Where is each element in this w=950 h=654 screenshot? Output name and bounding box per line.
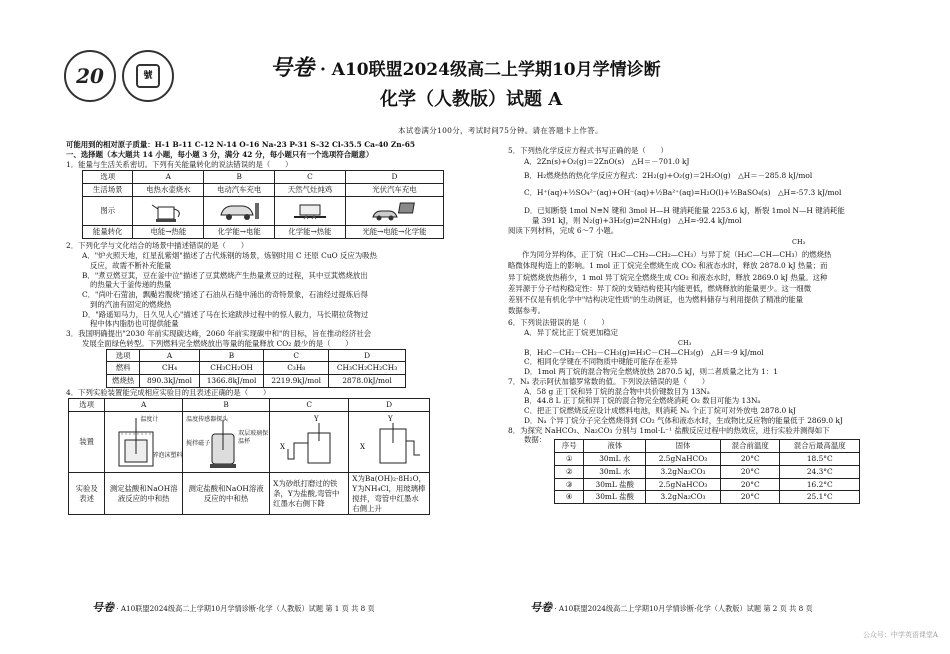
table-cell: 化学能→电能: [204, 226, 275, 239]
question-3-cont: 发展全面绿色转型。下列燃料完全燃烧放出等量的能量释放 CO₂ 最少的是（ ）: [82, 338, 353, 348]
table-cell: 图示: [83, 197, 133, 226]
question-8: 8．为探究 NaHCO₃、Na₂CO₃ 分别与 1mol·L⁻¹ 盐酸反应过程中的热效应，进行实验并测得如下: [508, 425, 830, 435]
table-cell: 电动汽车充电: [204, 184, 275, 197]
table-cell: 电能→热能: [133, 226, 204, 239]
q2-option: 程中体内脂肪也可提供能量: [90, 319, 179, 329]
table-cell: A: [105, 398, 183, 411]
subject-title: 化学（人教版）试题 A: [380, 89, 563, 110]
table-cell: ①: [555, 452, 584, 465]
table-cell: 30mL 水: [584, 465, 645, 478]
svg-text:X: X: [360, 442, 366, 451]
table-cell: 测定盐酸和NaOH溶液反应的中和热: [105, 473, 183, 515]
exam-title: 号卷 · A10联盟2024级高二上学期10月学情诊断: [270, 55, 661, 81]
q2-option: 的热量大于釜传递的热量: [90, 280, 172, 290]
table-cell: C₃H₈: [264, 362, 329, 375]
table-cell: 光伏汽车充电: [345, 184, 443, 197]
table-cell: 混合后最高温度: [780, 440, 860, 453]
right-column: [508, 146, 928, 504]
table-cell: 天然气灶炖鸡: [275, 184, 346, 197]
table-cell: C: [264, 349, 329, 362]
table-cell: X为Ba(OH)₂·8H₂O，Y为NH₄Cl，用玻璃棒搅拌，弯管中红墨水右侧上升: [349, 473, 430, 515]
q2-option: D．"路遥知马力，日久见人心"描述了马在长途跋涉过程中的惊人毅力，马长期拉货物过: [82, 309, 369, 319]
q4-table: [68, 398, 430, 516]
q7-option: B．44.8 L 正丁烷和异丁烷的混合物完全燃烧消耗 O₂ 数目可能为 13Nₐ: [524, 396, 761, 406]
table-cell: ④: [555, 491, 584, 504]
question-2: 2．下列化学与文化结合的场景中描述错误的是（ ）: [66, 241, 249, 251]
table-cell: 选项: [69, 398, 105, 411]
q2-option: 反应，故需不断补充能量: [90, 260, 172, 270]
q2-option: B．"煮豆燃豆萁，豆在釜中泣"描述了豆萁燃烧产生热量煮豆的过程，其中豆萁燃烧放出: [82, 270, 368, 280]
table-cell: 2878.0kJ/mol: [329, 375, 406, 388]
q7-option: C．把正丁烷燃烧反应设计成燃料电池，则消耗 Nₐ 个正丁烷可对外放电 2878.0 kJ: [524, 406, 797, 416]
table-cell: 电热水壶烧水: [133, 184, 204, 197]
table-cell: 装置: [69, 411, 105, 473]
atomic-masses: 可能用到的相对原子质量：H-1 B-11 C-12 N-14 O-16 Na-23 P-31 S-32 Cl-35.5 Ca-40 Zn-65: [66, 140, 416, 149]
left-column: [66, 140, 486, 515]
q5-option: A．2Zn(s)+O₂(g)＝2ZnO(s) △H＝－701.0 kJ: [524, 156, 690, 166]
q5-option: D．已知断裂 1mol N≡N 键和 3mol H—H 键消耗能量 2253.6 kJ，断裂 1mol N—H 键消耗能: [524, 206, 845, 216]
table-cell: 生活场景: [83, 184, 133, 197]
q5-option: 量 391 kJ，则 N₂(g)+3H₂(g)⇌2NH₃(g) △H=-92.4 kJ/mol: [532, 215, 742, 225]
table-cell: 1366.8kJ/mol: [199, 375, 264, 388]
section-heading: 一、选择题（本大题共 14 小题，每小题 3 分，满分 42 分，每小题只有一个选项符合题意）: [66, 149, 374, 159]
table-cell: B: [183, 398, 270, 411]
table-cell: ②: [555, 465, 584, 478]
table-cell: 2219.9kJ/mol: [264, 375, 329, 388]
calorimeter-a-diagram: 温度计 碎泡沫塑料: [105, 411, 183, 473]
table-cell: A: [140, 349, 199, 362]
table-cell: B: [204, 171, 275, 184]
table-cell: D: [345, 171, 443, 184]
table-cell: 20°C: [721, 452, 780, 465]
table-cell: 实验及 表述: [69, 473, 105, 515]
table-cell: B: [199, 349, 264, 362]
table-cell: 20°C: [721, 478, 780, 491]
question-5: 5．下列热化学反应方程式书写正确的是（ ）: [508, 146, 668, 155]
table-cell: 能量转化: [83, 226, 133, 239]
page-footer-right: 号卷 · A10联盟2024级高二上学期10月学情诊断·化学（人教版）试题 第 2 页 共 8 页: [530, 601, 813, 614]
table-cell: 890.3kJ/mol: [140, 375, 199, 388]
table-cell: 选项: [83, 171, 133, 184]
watermark: 公众号：中学英语课堂A: [862, 631, 938, 639]
q2-option: 到的汽油有固定的燃烧热: [90, 299, 172, 309]
q8-table: [554, 439, 860, 504]
table-cell: C: [270, 398, 349, 411]
table-cell: 测定盐酸和NaOH溶液反应的中和热: [183, 473, 270, 515]
stove-pot-illustration: [275, 197, 346, 226]
table-cell: A: [133, 171, 204, 184]
reading-intro: 阅读下列材料，完成 6～7 小题。: [508, 225, 619, 235]
car-charging-illustration: [204, 197, 275, 226]
table-cell: CH₄: [140, 362, 199, 375]
q6-option: A．异丁烷比正丁烷更加稳定: [524, 327, 619, 337]
table-cell: 20°C: [721, 491, 780, 504]
q6-option: C．相同化学键在不同物质中键能可能存在差异: [524, 357, 678, 367]
table-cell: 3.2gNa₂CO₃: [645, 491, 720, 504]
question-3: 3．我国明确提出"2030 年前实现碳达峰，2060 年前实现碳中和"的目标，旨在推动经济社会: [66, 329, 372, 339]
table-cell: 光能→电能→化学能: [345, 226, 443, 239]
table-cell: 化学能→热能: [275, 226, 346, 239]
question-1: 1．能量与生活关系密切。下列有关能量转化的说法错误的是（ ）: [66, 159, 293, 169]
table-cell: 燃料: [107, 362, 140, 375]
q6-option-b: CH₃ B．H₃C－CH₂－CH₂－CH₃(g)⇌H₃C－CH—CH₃(g) △H＝-9 kJ/mol: [524, 338, 764, 357]
solar-car-illustration: [345, 197, 443, 226]
reading-passage: CH₃ 作为同分异构体，正丁烷（H₃C—CH₂—CH₂—CH₃）与异丁烷（H₃C—CH—CH₃）的燃烧热 略微体现构造上的影响。1 mol 正丁烷完全燃烧生成 CO₂ 和液态水时，释放 2878.0 kJ 热量；而 异丁烷燃烧放热稍少，1 mol 异丁烷完全燃烧生成 CO₂ 和液态水时，释放 2869.0 kJ 热量。这种 差异源于分子结构稳定性：异丁烷的支链结构使其内能更低，燃烧释放的能量更少。这一细微 差别不仅是有机化学中"结构决定性质"的生动例证，也为燃料储存与利用提供了精准的能量 数据参考。: [508, 238, 832, 315]
u-tube-d-diagram: [349, 411, 430, 473]
table-cell: 序号: [555, 440, 584, 453]
table-cell: D: [329, 349, 406, 362]
q7-option: A．58 g 正丁烷和异丁烷的混合物中共价键数目为 13Nₐ: [524, 386, 710, 396]
table-cell: C: [275, 171, 346, 184]
table-cell: 20°C: [721, 465, 780, 478]
table-cell: 30mL 盐酸: [584, 491, 645, 504]
calorimeter-b-diagram: 温度传感器探头 双层玻璃保温杯 搅拌磁子: [183, 411, 270, 473]
table-cell: CH₃CH₂CH₂CH₃: [329, 362, 406, 375]
table-cell: 30mL 水: [584, 452, 645, 465]
q2-option: A．"炉火照天地，红星乱紫烟"描述了古代炼钢的场景，炼钢时用 C 还原 CuO 反应为吸热: [82, 251, 377, 261]
table-cell: 3.2gNa₂CO₃: [645, 465, 720, 478]
q7-option: D．Nₐ 个异丁烷分子完全燃烧得到 CO₂ 气体和液态水时，生成物比反应物的能量低于 2869.0 kJ: [524, 415, 843, 425]
table-cell: 2.5gNaHCO₃: [645, 452, 720, 465]
question-6: 6．下列说法错误的是（ ）: [508, 318, 609, 328]
school-seal-logo: 20: [64, 50, 116, 102]
table-cell: D: [349, 398, 430, 411]
question-8-cont: 数据：: [524, 435, 547, 445]
table-cell: 液体: [584, 440, 645, 453]
svg-text:Y: Y: [388, 414, 393, 423]
q2-option: C．"尚叶石萤油，飘颭岩腹烧"描述了石油从石缝中涌出的奇特景象，石油经过提炼后得: [82, 290, 368, 300]
page-footer-left: 号卷 · A10联盟2024级高二上学期10月学情诊断·化学（人教版）试题 第 1 页 共 8 页: [92, 601, 375, 614]
table-cell: 25.1°C: [780, 491, 860, 504]
q6-option: D．1mol 两丁烷的混合物完全燃烧放热 2870.5 kJ，则二者质量之比为 1：1: [524, 367, 778, 377]
question-7: 7．Nₐ 表示阿伏加德罗常数的值。下列说法错误的是（ ）: [508, 376, 710, 386]
kettle-illustration: [133, 197, 204, 226]
question-4: 4．下列实验装置能完成相应实验目的且表述正确的是（ ）: [66, 388, 271, 398]
q5-option: B．H₂燃烧热的热化学反应方程式：2H₂(g)+O₂(g)＝2H₂O(g) △H＝－285.8 kJ/mol: [524, 170, 813, 180]
q3-table: [106, 349, 406, 388]
table-cell: 固体: [645, 440, 720, 453]
page-header: [0, 0, 950, 150]
table-cell: 混合前温度: [721, 440, 780, 453]
q1-table: [82, 170, 444, 239]
table-cell: 16.2°C: [780, 478, 860, 491]
education-logo: 號: [122, 50, 174, 102]
table-cell: X为砂纸打磨过的铁条，Y为盐酸,弯管中红墨水右侧下降: [270, 473, 349, 515]
table-cell: 选项: [107, 349, 140, 362]
table-cell: 24.3°C: [780, 465, 860, 478]
table-cell: 30mL 盐酸: [584, 478, 645, 491]
exam-note: 本试卷满分100分，考试时间75分钟。请在答题卡上作答。: [398, 126, 603, 135]
table-cell: 燃烧热: [107, 375, 140, 388]
brand-mark: 号卷: [270, 55, 315, 81]
table-cell: 18.5°C: [780, 452, 860, 465]
svg-text:X: X: [280, 442, 286, 451]
table-cell: ③: [555, 478, 584, 491]
svg-text:Y: Y: [314, 414, 319, 423]
table-cell: CH₃CH₂OH: [199, 362, 264, 375]
u-tube-c-diagram: [270, 411, 349, 473]
table-cell: 2.5gNaHCO₃: [645, 478, 720, 491]
q5-option: C．H⁺(aq)+½SO₄²⁻(aq)+OH⁻(aq)+½Ba²⁺(aq)=H₂O(l)+½BaSO₄(s) △H=-57.3 kJ/mol: [524, 188, 842, 198]
